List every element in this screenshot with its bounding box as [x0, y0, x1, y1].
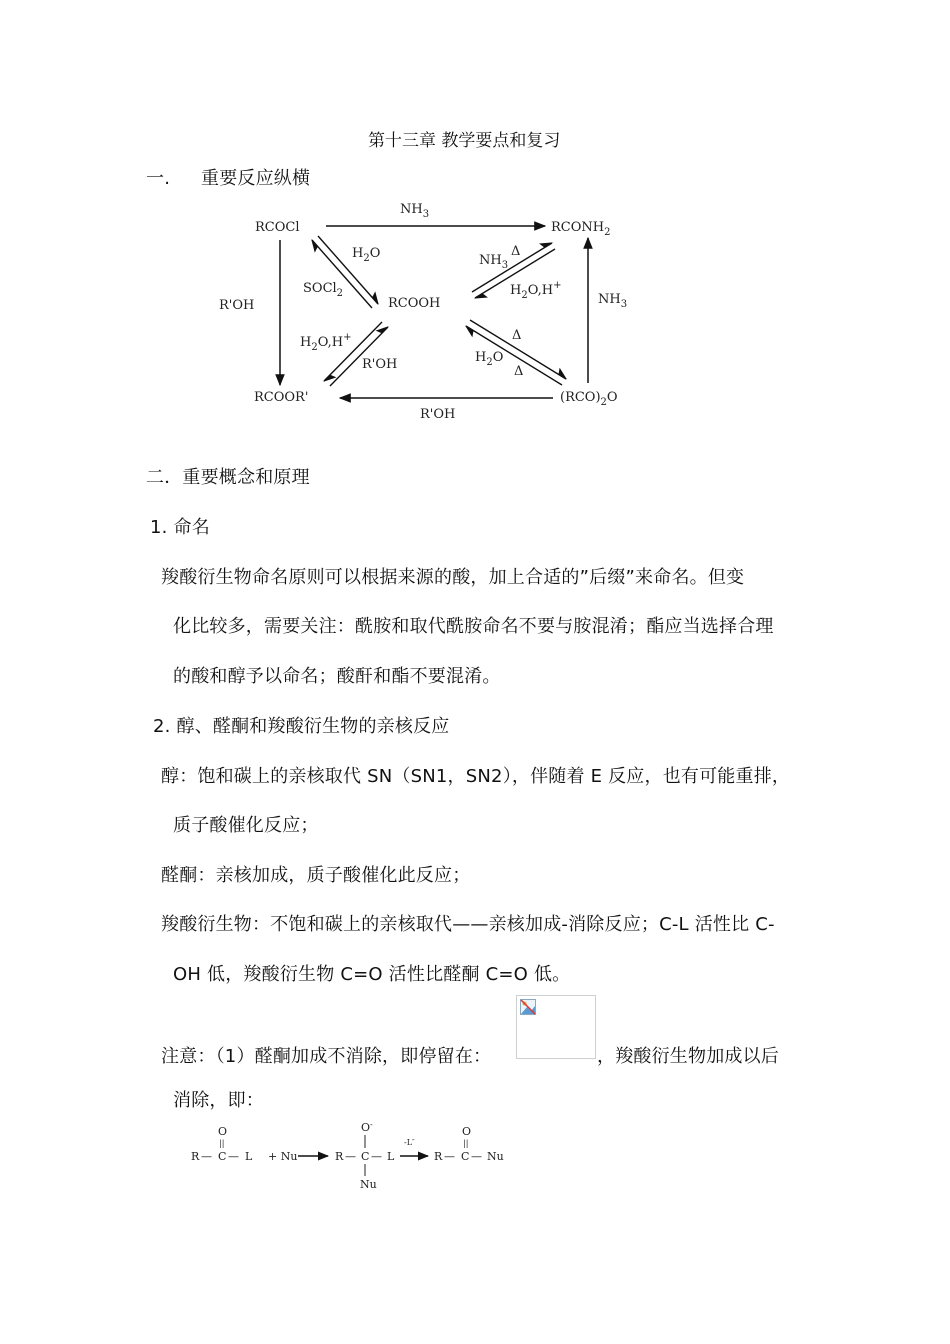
- intermediate-r: R: [335, 1150, 344, 1163]
- label-delta-3: Δ: [514, 364, 524, 379]
- note-line-1a: 注意：（1）醛酮加成不消除，即停留在：: [161, 1046, 492, 1067]
- label-delta-2: Δ: [512, 328, 522, 343]
- reactant-double-bond: ||: [219, 1139, 225, 1148]
- page-title: 第十三章 教学要点和复习: [368, 131, 561, 151]
- product-r: R: [434, 1150, 443, 1163]
- label-nh3-top: $NH_3$: [400, 202, 430, 220]
- aldehyde-line: 醛酮：亲核加成，质子酸催化此反应；: [161, 865, 471, 886]
- intermediate-bond-2: —: [371, 1150, 382, 1163]
- reactant-c: C: [218, 1150, 227, 1163]
- label-roh-left: R'OH: [219, 298, 255, 313]
- reactant-bond-1: —: [201, 1150, 212, 1163]
- leaving-group-label: -L-: [404, 1135, 415, 1147]
- label-nh3-right: $NH_3$: [598, 292, 628, 310]
- reactant-l: L: [245, 1150, 253, 1163]
- item-1-heading: 1. 命名: [150, 517, 210, 538]
- label-h2o-h-left: $H_2O,H^+$: [300, 332, 352, 353]
- alcohol-line-1: 醇：饱和碳上的亲核取代 SN（SN1，SN2），伴随着 E 反应，也有可能重排，: [161, 766, 791, 787]
- intermediate-l: L: [387, 1150, 395, 1163]
- product-double-bond: ||: [463, 1139, 469, 1148]
- alcohol-line-2: 质子酸催化反应；: [173, 815, 319, 836]
- label-nh3-mid: $NH_3$: [479, 253, 509, 271]
- label-socl2: SOCl$_2$: [303, 281, 344, 299]
- reactant-r: R: [191, 1150, 200, 1163]
- product-bond-2: —: [471, 1150, 482, 1163]
- compound-rcooh: RCOOH: [388, 296, 441, 311]
- nucleophile: + Nu: [268, 1150, 298, 1163]
- product-c: C: [461, 1150, 470, 1163]
- product-o: O: [462, 1125, 472, 1138]
- label-roh-mid: R'OH: [362, 357, 398, 372]
- reaction-scheme: [200, 190, 650, 430]
- intermediate-bond-1: —: [345, 1150, 356, 1163]
- derivative-line-1: 羧酸衍生物：不饱和碳上的亲核取代——亲核加成-消除反应；C-L 活性比 C-: [161, 914, 775, 935]
- eq-arrow-rcooh-rcoor-forward: [324, 322, 382, 381]
- compound-rconh2: $RCONH_2$: [551, 220, 611, 238]
- section-1-heading: 重要反应纵横: [201, 168, 311, 189]
- intermediate-c: C: [361, 1150, 370, 1163]
- section-2-heading: 二．重要概念和原理: [146, 467, 310, 488]
- item-1-line-3: 的酸和醇予以命名；酸酐和酯不要混淆。: [173, 666, 501, 687]
- item-2-heading: 2. 醇、醛酮和羧酸衍生物的亲核反应: [153, 716, 450, 737]
- label-h2o-h-right: $H_2O,H^+$: [510, 280, 562, 301]
- reactant-o: O: [218, 1125, 228, 1138]
- product-bond-1: —: [444, 1150, 455, 1163]
- intermediate-nu: Nu: [360, 1178, 377, 1191]
- broken-image-icon: [520, 999, 536, 1015]
- label-h2o-1: $H_2O$: [352, 246, 381, 264]
- derivative-line-2: OH 低，羧酸衍生物 C=O 活性比醛酮 C=O 低。: [173, 964, 571, 985]
- section-1-number: 一.: [146, 168, 171, 189]
- note-line-2: 消除，即：: [173, 1090, 264, 1111]
- broken-image-placeholder: [516, 995, 596, 1059]
- item-1-line-1: 羧酸衍生物命名原则可以根据来源的酸，加上合适的”后缀”来命名。但变: [161, 567, 745, 588]
- compound-anhydride: $(RCO)_2O$: [560, 390, 618, 408]
- label-delta-1: Δ: [511, 244, 521, 259]
- label-roh-bottom: R'OH: [420, 407, 456, 422]
- product-nu: Nu: [487, 1150, 504, 1163]
- compound-rcocl: RCOCl: [255, 220, 300, 235]
- intermediate-o: O-: [361, 1120, 373, 1134]
- compound-rcoor: RCOOR': [254, 390, 309, 405]
- mechanism-scheme: [185, 1118, 515, 1194]
- item-1-line-2: 化比较多，需要关注：酰胺和取代酰胺命名不要与胺混淆；酯应当选择合理: [173, 616, 774, 637]
- label-h2o-2: $H_2O$: [475, 350, 504, 368]
- reactant-bond-2: —: [228, 1150, 239, 1163]
- note-line-1b: ，羧酸衍生物加成以后: [597, 1046, 779, 1067]
